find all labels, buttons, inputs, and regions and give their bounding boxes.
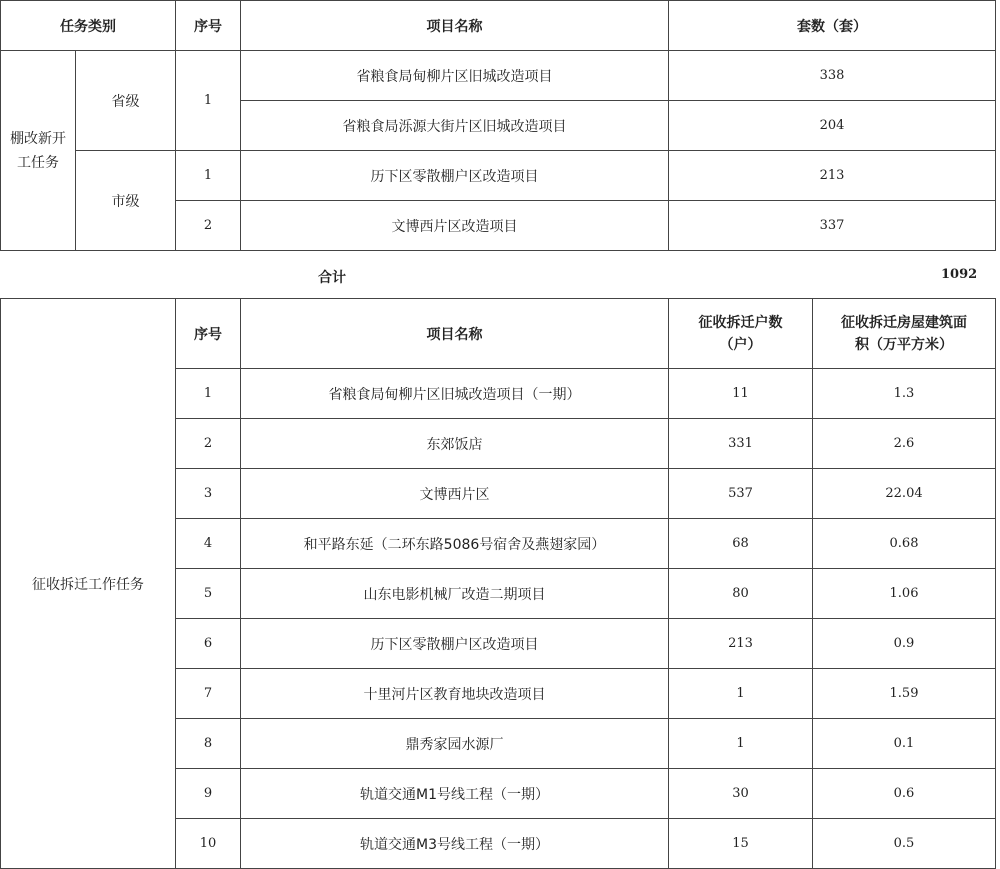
- seq-provincial: 1: [176, 51, 241, 151]
- households: 30: [669, 769, 813, 819]
- area: 0.9: [813, 619, 996, 669]
- total-row: [0, 250, 1000, 298]
- households: 1: [669, 669, 813, 719]
- project-name: 十里河片区教育地块改造项目: [241, 669, 669, 719]
- area: 0.6: [813, 769, 996, 819]
- project-name: 历下区零散棚户区改造项目: [241, 619, 669, 669]
- project-name: 省粮食局甸柳片区旧城改造项目: [241, 51, 669, 101]
- header-area-label: 征收拆迁房屋建筑面积（万平方米）: [841, 314, 967, 353]
- project-name: 和平路东延（二环东路5086号宿舍及燕翅家园）: [241, 519, 669, 569]
- project-name: 省粮食局泺源大街片区旧城改造项目: [241, 101, 669, 151]
- header-seq: 序号: [176, 1, 241, 51]
- seq: 2: [176, 419, 241, 469]
- project-name: 文博西片区改造项目: [241, 201, 669, 251]
- header-unit-count: 套数（套）: [669, 1, 996, 51]
- header-households: [669, 299, 813, 369]
- header-project-name: 项目名称: [241, 1, 669, 51]
- seq: 4: [176, 519, 241, 569]
- header-households-label: 征收拆迁户数（户）: [698, 314, 783, 353]
- project-name: 省粮食局甸柳片区旧城改造项目（一期）: [241, 369, 669, 419]
- project-name: 文博西片区: [241, 469, 669, 519]
- project-name: 东郊饭店: [241, 419, 669, 469]
- level-municipal: 市级: [76, 151, 176, 251]
- area: 0.1: [813, 719, 996, 769]
- households: 15: [669, 819, 813, 869]
- seq: 6: [176, 619, 241, 669]
- area: 0.5: [813, 819, 996, 869]
- demolition-table: [0, 298, 996, 869]
- level-provincial: 省级: [76, 51, 176, 151]
- unit-count: 204: [669, 101, 996, 151]
- project-name: 山东电影机械厂改造二期项目: [241, 569, 669, 619]
- households: 11: [669, 369, 813, 419]
- unit-count: 337: [669, 201, 996, 251]
- header-project-name: 项目名称: [241, 299, 669, 369]
- seq: 10: [176, 819, 241, 869]
- area: 22.04: [813, 469, 996, 519]
- area: 1.3: [813, 369, 996, 419]
- header-seq: 序号: [176, 299, 241, 369]
- seq: 3: [176, 469, 241, 519]
- seq: 2: [176, 201, 241, 251]
- seq: 1: [176, 151, 241, 201]
- seq: 7: [176, 669, 241, 719]
- seq: 9: [176, 769, 241, 819]
- households: 213: [669, 619, 813, 669]
- housing-renovation-table: [0, 0, 996, 251]
- households: 68: [669, 519, 813, 569]
- households: 80: [669, 569, 813, 619]
- category-cell: 征收拆迁工作任务: [1, 299, 176, 869]
- project-name: 历下区零散棚户区改造项目: [241, 151, 669, 201]
- area: 2.6: [813, 419, 996, 469]
- seq: 1: [176, 369, 241, 419]
- unit-count: 338: [669, 51, 996, 101]
- unit-count: 213: [669, 151, 996, 201]
- header-area: [813, 299, 996, 369]
- header-category: 任务类别: [1, 1, 176, 51]
- total-value: 1092: [941, 267, 978, 282]
- area: 1.06: [813, 569, 996, 619]
- households: 537: [669, 469, 813, 519]
- project-name: 鼎秀家园水源厂: [241, 719, 669, 769]
- seq: 8: [176, 719, 241, 769]
- seq: 5: [176, 569, 241, 619]
- households: 331: [669, 419, 813, 469]
- area: 0.68: [813, 519, 996, 569]
- area: 1.59: [813, 669, 996, 719]
- category-label: 棚改新开工任务: [10, 130, 66, 171]
- total-label: 合计: [318, 270, 346, 286]
- households: 1: [669, 719, 813, 769]
- project-name: 轨道交通M3号线工程（一期）: [241, 819, 669, 869]
- project-name: 轨道交通M1号线工程（一期）: [241, 769, 669, 819]
- category-cell: [1, 51, 76, 251]
